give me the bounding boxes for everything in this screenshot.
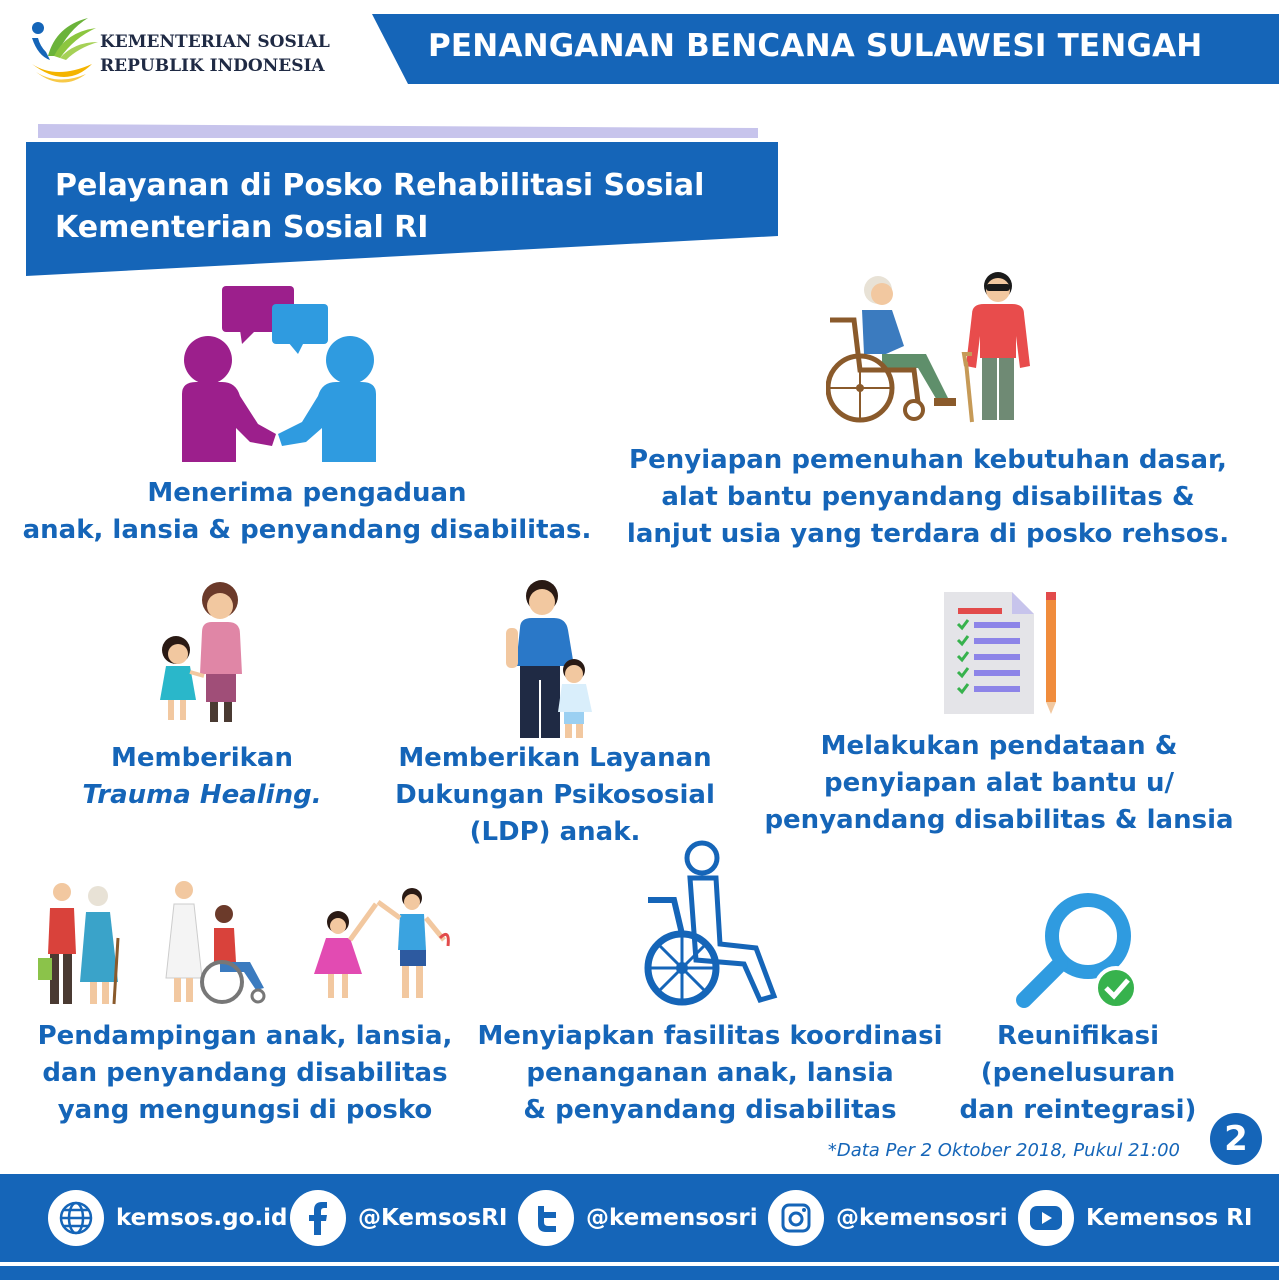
caption-assist-line3: yang mengungsi di posko: [57, 1095, 433, 1125]
social-instagram[interactable]: [768, 1190, 1008, 1246]
ministry-name: [100, 30, 330, 78]
caption-trauma-line1: Memberikan: [111, 743, 293, 773]
social-twitter[interactable]: [518, 1190, 758, 1246]
caption-ldp: [370, 740, 740, 851]
ministry-name-line1: KEMENTERIAN SOSIAL: [100, 32, 330, 52]
caption-assist-line1: Pendampingan anak, lansia,: [37, 1021, 453, 1051]
caption-assistance: [20, 1018, 470, 1129]
youtube-icon: [1018, 1190, 1074, 1246]
twitter-handle[interactable]: @kemensosri: [586, 1205, 758, 1231]
footer-bottom-line: [0, 1266, 1279, 1280]
caption-complaints: [20, 475, 594, 549]
data-note: *Data Per 2 Oktober 2018, Pukul 21:00: [827, 1140, 1180, 1161]
page-number-badge: 2: [1210, 1113, 1262, 1165]
caption-reunify-line1: Reunifikasi: [996, 1021, 1160, 1051]
caption-basic-needs: [612, 442, 1244, 553]
section-title-line2: Kementerian Sosial RI: [55, 210, 429, 245]
caption-facility-line2: penanganan anak, lansia: [526, 1058, 894, 1088]
handshake-chat-icon: [178, 286, 384, 462]
ministry-name-line2: REPUBLIK INDONESIA: [100, 56, 325, 76]
wheelchair-elderly-blind-icon: [826, 270, 1036, 428]
checklist-pencil-icon: [942, 588, 1064, 716]
facebook-icon: [290, 1190, 346, 1246]
caption-ldp-line2: Dukungan Psikososial: [395, 780, 715, 810]
caption-facility-line3: & penyandang disabilitas: [523, 1095, 897, 1125]
social-facebook[interactable]: [290, 1190, 507, 1246]
page-title: PENANGANAN BENCANA SULAWESI TENGAH: [428, 28, 1203, 64]
caregivers-group-icon: [36, 878, 456, 1008]
caption-facility: [476, 1018, 944, 1129]
caption-trauma-healing: [60, 740, 344, 814]
caption-complaints-line2: anak, lansia & penyandang disabilitas.: [22, 515, 592, 545]
youtube-channel[interactable]: Kemensos RI: [1086, 1205, 1253, 1231]
caption-data-line1: Melakukan pendataan &: [820, 731, 1178, 761]
twitter-icon: [518, 1190, 574, 1246]
caption-data-line3: penyandang disabilitas & lansia: [764, 805, 1234, 835]
caption-reunify-line3: dan reintegrasi): [959, 1095, 1197, 1125]
facebook-handle[interactable]: @KemsosRI: [358, 1205, 508, 1231]
caption-complaints-line1: Menerima pengaduan: [147, 478, 467, 508]
social-website[interactable]: [48, 1190, 288, 1246]
caption-data-line2: penyiapan alat bantu u/: [823, 768, 1175, 798]
caption-reunification: [950, 1018, 1206, 1129]
website-link[interactable]: kemsos.go.id: [116, 1205, 288, 1231]
section-title: [55, 165, 704, 249]
caption-basic-needs-line1: Penyiapan pemenuhan kebutuhan dasar,: [629, 445, 1227, 475]
caption-ldp-line1: Memberikan Layanan: [398, 743, 712, 773]
caption-trauma-line2: Trauma Healing.: [82, 780, 322, 810]
caption-reunify-line2: (penelusuran: [980, 1058, 1176, 1088]
caption-facility-line1: Menyiapkan fasilitas koordinasi: [477, 1021, 943, 1051]
wheelchair-user-icon: [640, 838, 780, 1008]
father-child-icon: [502, 580, 606, 738]
social-youtube[interactable]: [1018, 1190, 1252, 1246]
caption-basic-needs-line3: lanjut usia yang terdara di posko rehsos.: [626, 519, 1230, 549]
grandmother-girl-icon: [156, 582, 248, 724]
instagram-handle[interactable]: @kemensosri: [836, 1205, 1008, 1231]
caption-ldp-line3: (LDP) anak.: [469, 817, 641, 847]
caption-assist-line2: dan penyandang disabilitas: [42, 1058, 448, 1088]
ministry-logo-icon: [26, 16, 100, 86]
caption-data-collection: [764, 728, 1234, 839]
magnifier-check-icon: [1016, 892, 1140, 1010]
globe-icon: [48, 1190, 104, 1246]
section-title-line1: Pelayanan di Posko Rehabilitasi Sosial: [55, 168, 705, 203]
instagram-icon: [768, 1190, 824, 1246]
caption-basic-needs-line2: alat bantu penyandang disabilitas &: [661, 482, 1195, 512]
